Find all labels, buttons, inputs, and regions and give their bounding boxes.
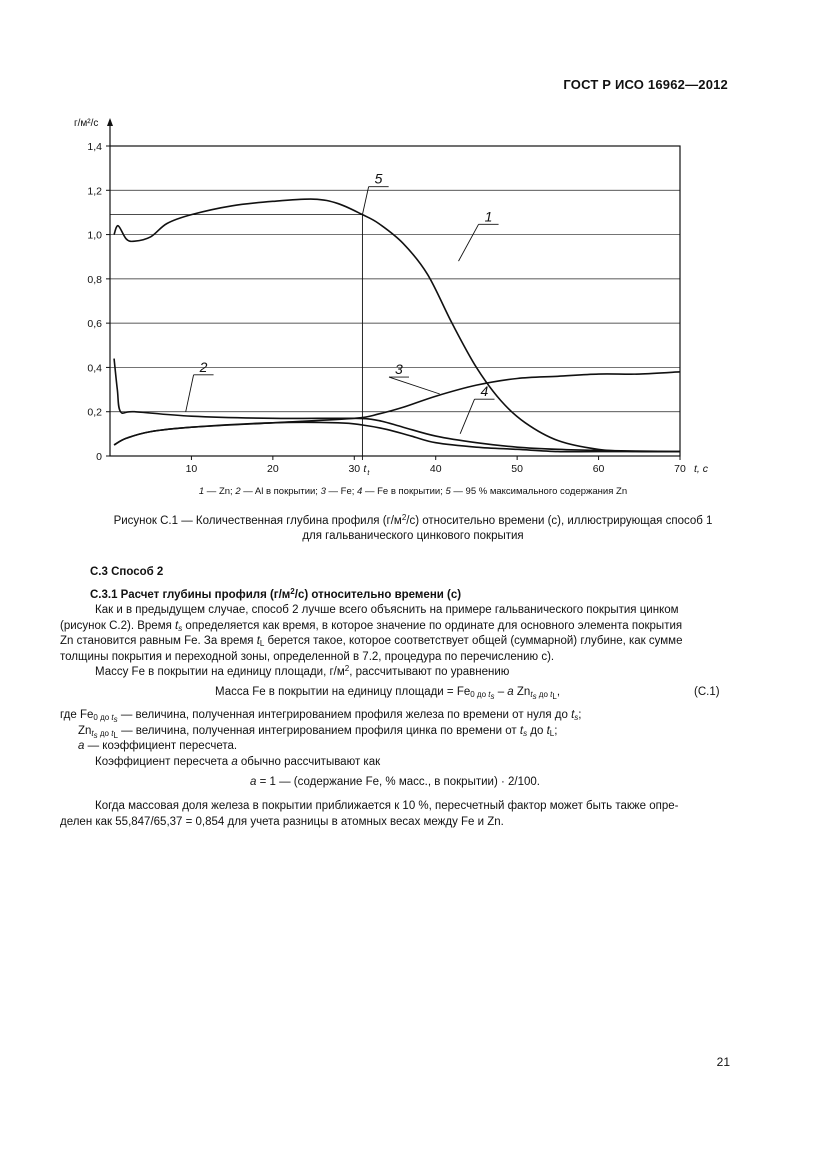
var: a <box>78 740 85 752</box>
where-line-2 <box>60 724 740 740</box>
legend-num-3: 3 <box>320 486 326 497</box>
text: ; <box>554 724 558 737</box>
equation-number: (С.1) <box>694 686 720 698</box>
caption-part: Рисунок С.1 — Количественная глубина профиля (г/м <box>113 515 402 527</box>
text: берется такое, которое соответствует общей (суммарной) глубине, как сумме <box>264 635 683 647</box>
series-line-4 <box>114 422 680 451</box>
var-sub: s <box>93 730 98 740</box>
var: t <box>546 724 550 737</box>
text: — величина, полученная интегрированием профиля цинка по времени от <box>117 724 520 737</box>
page-number: 21 <box>716 1055 730 1069</box>
x-tick-label: 40 <box>429 463 442 475</box>
eq-part: Масса Fe в покрытии на единицу площади = Fe <box>215 686 471 698</box>
y-tick-labels <box>87 141 102 463</box>
subsection-part: /с) относительно времени (с) <box>294 589 462 601</box>
eq-sub: до <box>536 690 551 699</box>
legend-text-4: — Fe в покрытии; <box>362 486 446 497</box>
var-sub: s <box>523 728 528 738</box>
eq-var-sub: L <box>552 692 557 701</box>
var-sub: L <box>113 730 118 740</box>
text: Массу Fe в покрытии на единицу площади, г/м <box>95 666 345 678</box>
var-sub: s <box>178 623 183 633</box>
paragraph-2 <box>90 665 740 681</box>
y-tick-label: 1,4 <box>87 141 102 153</box>
chart-axes <box>106 118 680 460</box>
var-sub: L <box>549 728 555 738</box>
series-line-3 <box>114 372 680 445</box>
text: (рисунок С.2). Время <box>60 619 176 632</box>
y-tick-label: 1,0 <box>87 229 102 242</box>
y-tick-label: 0 <box>96 451 102 463</box>
var: t <box>111 713 114 722</box>
series-label-4: 4 <box>480 383 489 400</box>
figure-legend <box>0 486 826 497</box>
series-leader-line <box>460 399 474 434</box>
profile-chart <box>60 108 740 478</box>
legend-num-1: 1 <box>198 486 205 497</box>
text: Zn <box>78 724 92 737</box>
series-label-5: 5 <box>374 170 383 187</box>
series-line-1 <box>114 199 680 452</box>
subsection-title <box>90 588 730 604</box>
series-labels <box>186 171 499 434</box>
x-tick-label: 70 <box>674 463 686 475</box>
eq-var: a <box>250 776 257 788</box>
text: — величина, полученная интегрированием профиля железа по времени от нуля до <box>117 709 572 721</box>
where-line-3 <box>60 739 740 755</box>
y-tick-label: 0,2 <box>87 406 102 419</box>
eq-part: = 1 — (содержание Fe, % масс., в покрытии) · 2/100. <box>256 776 540 788</box>
text: определяется как время, в которое значение по ординате для основного элемента покрытия <box>182 619 683 632</box>
series-leader-line <box>186 375 194 412</box>
sub: до <box>97 728 112 738</box>
caption-part: /с) относительно времени (с), иллюстрирующая способ 1 <box>406 515 713 527</box>
series-leader-line <box>389 377 440 394</box>
x-tick-labels <box>186 463 709 477</box>
eq-part: Zn <box>513 686 531 698</box>
var: t <box>111 728 114 738</box>
var-sub: s <box>574 713 579 722</box>
x-tick-label: 50 <box>511 463 523 475</box>
ts-label: t <box>363 463 367 475</box>
var: t <box>571 709 575 721</box>
series-leader-line <box>459 224 479 261</box>
text: , рассчитывают по уравнению <box>349 666 510 678</box>
text: до <box>527 724 547 737</box>
subsection-sup: 2 <box>290 587 295 596</box>
sup: 2 <box>344 664 350 673</box>
legend-num-5: 5 <box>445 486 451 497</box>
text: обычно рассчитывают как <box>237 755 381 768</box>
eq-part: – <box>494 686 508 698</box>
legend-num-4: 4 <box>357 486 363 497</box>
caption-line-2: для гальванического цинкового покрытия <box>302 530 524 542</box>
paragraph-1 <box>60 603 740 681</box>
legend-num-2: 2 <box>235 486 241 497</box>
var-sub: L <box>259 639 265 648</box>
text: ; <box>578 709 582 721</box>
caption-sup: 2 <box>401 513 407 522</box>
eq-var: t <box>530 690 533 699</box>
equation-c1 <box>215 686 561 701</box>
x-axis-label: t, с <box>694 463 709 475</box>
para1-line <box>60 619 740 635</box>
ts-label-sub: t <box>367 470 370 477</box>
eq-var: t <box>550 690 553 699</box>
x-tick-label: 30 <box>348 463 361 475</box>
x-tick-label: 10 <box>185 463 198 475</box>
eq-var: t <box>488 690 491 699</box>
legend-text-3: — Fe; <box>325 486 358 497</box>
var: t <box>519 724 524 737</box>
x-tick-label: 20 <box>267 463 279 475</box>
para1-line <box>60 634 740 650</box>
para4-line: Когда массовая доля железа в покрытии приближается к 10 %, пересчетный фактор может быть также опре- <box>95 800 679 812</box>
para4-line: делен как 55,847/65,37 = 0,854 для учета разницы в атомных весах между Fe и Zn. <box>60 815 504 828</box>
eq-sub: 0 до <box>470 690 489 699</box>
paragraph-4 <box>60 799 740 830</box>
eq-coef: a <box>507 686 514 698</box>
y-tick-label: 1,2 <box>87 185 102 198</box>
figure-caption <box>60 514 766 544</box>
y-tick-label: 0,4 <box>87 362 102 375</box>
text: Zn становится равным Fe. За время <box>60 635 257 647</box>
series-label-2: 2 <box>199 358 208 375</box>
var: t <box>175 619 179 632</box>
legend-text-2: — Al в покрытии; <box>240 486 321 497</box>
y-axis-label: г/м²/с <box>74 118 99 129</box>
section-title: С.3 Способ 2 <box>90 566 164 578</box>
para1-line: толщины покрытия и переходной зоны, определенной в 7.2, процедура по перечислению с). <box>60 650 555 663</box>
text: — коэффициент пересчета. <box>84 740 238 752</box>
sub: 0 до <box>93 713 112 722</box>
document-code: ГОСТ Р ИСО 16962—2012 <box>563 77 728 92</box>
var-sub: s <box>113 715 118 724</box>
series-label-1: 1 <box>484 208 493 225</box>
where-block <box>60 708 740 770</box>
para1-line: Как и в предыдущем случае, способ 2 лучше всего объяснить на примере гальванического покрытия цинком <box>95 604 679 616</box>
y-tick-label: 0,6 <box>87 318 102 331</box>
chart-series <box>114 199 680 452</box>
y-tick-label: 0,8 <box>87 273 102 286</box>
x-tick-label: 60 <box>592 463 605 475</box>
y-axis-arrow <box>107 118 113 126</box>
legend-text-1: — Zn; <box>204 486 236 497</box>
where-line-1 <box>60 708 740 724</box>
var: a <box>231 755 238 768</box>
paragraph-3 <box>60 755 740 771</box>
eq-var-sub: s <box>490 692 495 701</box>
equation-2 <box>250 776 540 788</box>
series-label-3: 3 <box>395 361 403 378</box>
eq-var-sub: s <box>532 692 537 701</box>
series-leader-line <box>362 187 368 215</box>
text: Коэффициент пересчета <box>95 755 232 768</box>
var: t <box>256 635 260 647</box>
subsection-part: С.3.1 Расчет глубины профиля (г/м <box>90 589 291 601</box>
caption-line-1 <box>60 514 766 529</box>
text: где Fe <box>60 709 94 721</box>
legend-text-5: — 95 % максимального содержания Zn <box>450 486 628 497</box>
chart-grid <box>110 190 680 411</box>
var: t <box>91 728 94 738</box>
eq-part: , <box>556 686 561 698</box>
